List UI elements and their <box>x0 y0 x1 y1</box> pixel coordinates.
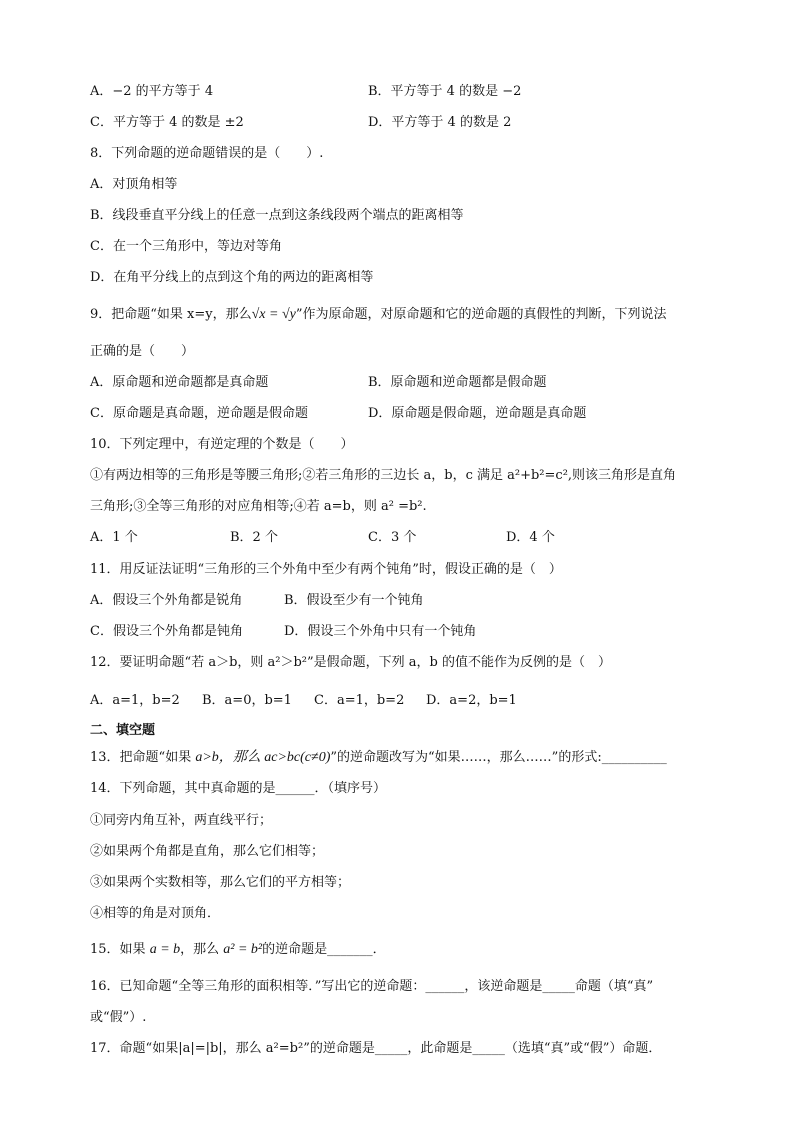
q9-option-a: A．原命题和逆命题都是真命题 <box>90 375 269 390</box>
q10-option-b: B．2 个 <box>230 530 278 545</box>
q13-stem <box>90 749 667 767</box>
q9-stem-suffix: ”作为原命题，对原命题和它的逆命题的真假性的判断，下列说法 <box>295 307 667 322</box>
q15-middle: ，那么 <box>180 942 224 957</box>
q12-option-c: C．a=1，b=2 <box>314 693 405 708</box>
q13-prefix: 13．把命题“如果 <box>90 750 196 765</box>
q13-suffix: ”的逆命题改写为“如果……，那么……”的形式:__________ <box>330 750 667 765</box>
q16-stem-line2: 或“假”）. <box>90 1010 147 1025</box>
q9-stem-prefix: 9．把命题“如果 x=y，那么 <box>90 307 252 322</box>
q11-option-a: A．假设三个外角都是锐角 <box>90 593 243 608</box>
q16-stem-line1: 16．已知命题“全等三角形的面积相等．”写出它的逆命题：______，该逆命题是_____命题（填“真” <box>90 979 654 994</box>
q15-suffix: 的逆命题是_______． <box>262 942 386 957</box>
q10-option-a: A．1 个 <box>90 530 138 545</box>
q8-option-b: B．线段垂直平分线上的任意一点到这条线段两个端点的距离相等 <box>90 208 464 223</box>
q13-formula: a>b，那么 ac>bc(c≠0) <box>195 750 331 765</box>
q10-option-d: D．4 个 <box>506 530 555 545</box>
q11-option-d: D．假设三个外角中只有一个钝角 <box>284 624 477 639</box>
q8-stem: 8．下列命题的逆命题错误的是（ ）. <box>90 146 324 161</box>
q9-stem <box>90 306 667 324</box>
q10-stem: 10．下列定理中，有逆定理的个数是（ ） <box>90 437 354 452</box>
q15-formula-1: a = b <box>149 942 181 957</box>
q12-stem: 12．要证明命题“若 a＞b，则 a²＞b²”是假命题，下列 a，b 的值不能作为反例的是（ ） <box>90 655 612 670</box>
q12-option-d: D．a=2，b=1 <box>426 693 517 708</box>
q9-option-b: B．原命题和逆命题都是假命题 <box>368 375 547 390</box>
q8-option-d: D．在角平分线上的点到这个角的两边的距离相等 <box>90 270 374 285</box>
q10-statements-line2: 三角形;③全等三角形的对应角相等;④若 a=b，则 a² =b². <box>90 499 427 514</box>
q14-item-4: ④相等的角是对顶角． <box>90 906 221 921</box>
q7-option-c: C．平方等于 4 的数是 ±2 <box>90 115 244 130</box>
q9-option-d: D．原命题是假命题，逆命题是真命题 <box>368 406 587 421</box>
q7-option-a: A．−2 的平方等于 4 <box>90 84 214 99</box>
q14-item-3: ③如果两个实数相等，那么它们的平方相等； <box>90 875 351 890</box>
q14-stem: 14．下列命题，其中真命题的是______．（填序号） <box>90 781 387 796</box>
q11-option-b: B．假设至少有一个钝角 <box>284 593 424 608</box>
q7-option-b: B．平方等于 4 的数是 −2 <box>368 84 522 99</box>
q15-formula-2: a² = b² <box>223 942 263 957</box>
q14-item-1: ①同旁内角互补，两直线平行； <box>90 813 273 828</box>
q12-option-a: A．a=1，b=2 <box>90 693 180 708</box>
q15-prefix: 15．如果 <box>90 942 150 957</box>
q11-stem: 11．用反证法证明“三角形的三个外角中至少有两个钝角”时，假设正确的是（ ） <box>90 562 562 577</box>
q17-stem: 17．命题“如果|a|=|b|，那么 a²=b²”的逆命题是_____，此命题是_____（选填“真”或“假”）命题． <box>90 1041 662 1056</box>
q7-option-d: D．平方等于 4 的数是 2 <box>368 115 512 130</box>
q11-option-c: C．假设三个外角都是钝角 <box>90 624 243 639</box>
q9-formula: √x = √y <box>251 307 296 322</box>
q15-stem <box>90 941 386 959</box>
section-heading-fill-in: 二、填空题 <box>90 723 156 738</box>
q8-option-a: A．对顶角相等 <box>90 177 178 192</box>
q14-item-2: ②如果两个角都是直角，那么它们相等； <box>90 844 325 859</box>
q10-option-c: C．3 个 <box>368 530 417 545</box>
q8-option-c: C．在一个三角形中，等边对等角 <box>90 239 282 254</box>
q12-option-b: B．a=0，b=1 <box>202 693 292 708</box>
q9-stem-line2: 正确的是（ ） <box>90 344 195 359</box>
q10-statements-line1: ①有两边相等的三角形是等腰三角形;②若三角形的三边长 a，b，c 满足 a²+b²=c²,则该三角形是直角 <box>90 468 677 483</box>
q9-option-c: C．原命题是真命题，逆命题是假命题 <box>90 406 308 421</box>
